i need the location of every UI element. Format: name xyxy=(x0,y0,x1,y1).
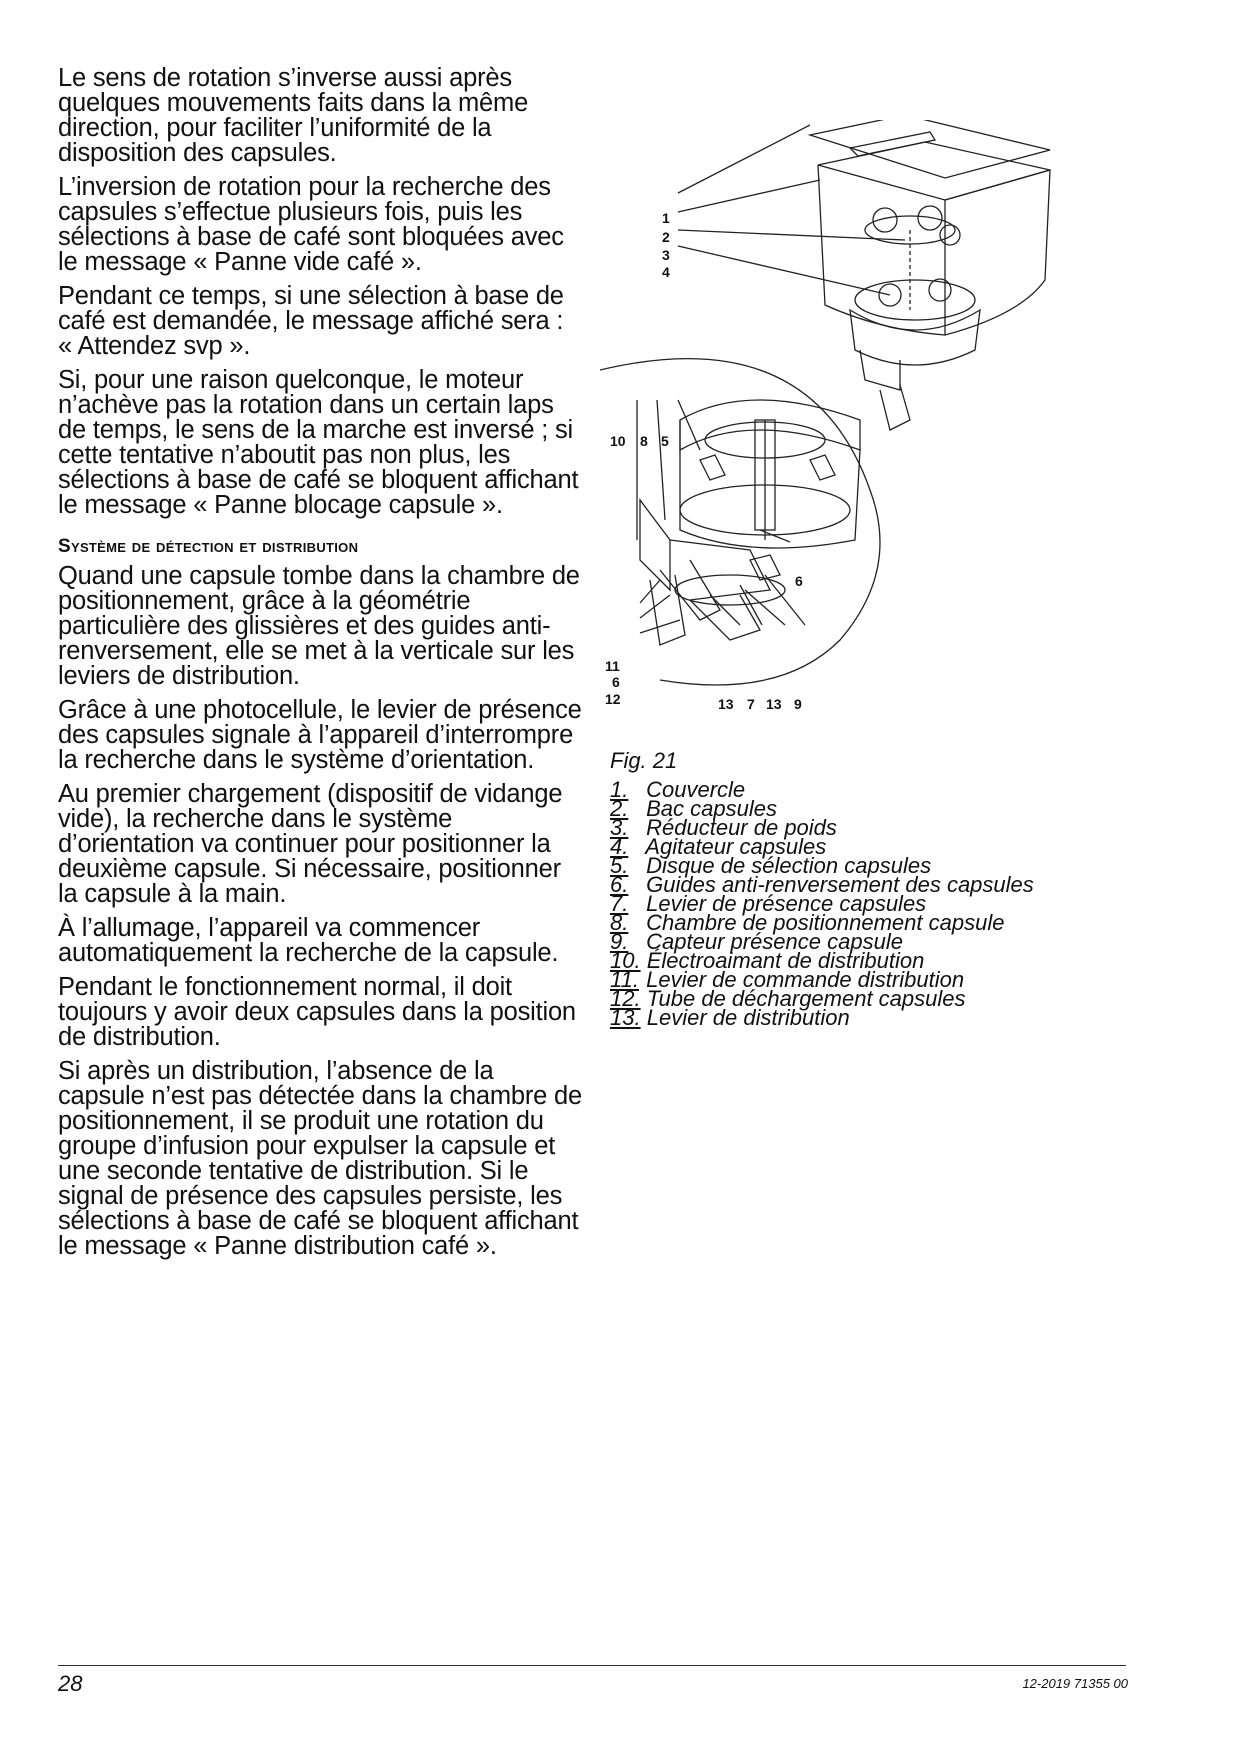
legend-number: 2. xyxy=(610,796,629,821)
section-heading: Système de détection et distribution xyxy=(58,536,359,557)
legend-number: 4. xyxy=(610,834,629,859)
legend-number: 11. xyxy=(610,967,639,992)
exploded-diagram xyxy=(600,120,1120,730)
legend-number: 13. xyxy=(610,1005,641,1030)
paragraph: Si, pour une raison quelconque, le moteur n’achève pas la rotation dans un certain laps de temps, le sens de la marche est inversé ; si cette tentative n’aboutit pas non plus, les sélections à base de café se bloquent affichant le message « Panne blocage capsule ». xyxy=(58,366,579,519)
footer-divider xyxy=(58,1665,1126,1666)
callout-label: 10 xyxy=(610,433,626,449)
legend-label: Tube de déchargement capsules xyxy=(646,986,966,1011)
callout-label: 13 xyxy=(718,696,734,712)
callout-label: 12 xyxy=(605,691,621,707)
paragraph: Au premier chargement (dispositif de vidange vide), la recherche dans le système d’orientation va continuer pour positionner la deuxième capsule. Si nécessaire, positionner la capsule à la main. xyxy=(58,780,563,908)
paragraph: À l’allumage, l’appareil va commencer automatiquement la recherche de la capsule. xyxy=(58,914,559,967)
legend-number: 10. xyxy=(610,948,641,973)
legend-number: 9. xyxy=(610,929,629,954)
paragraph: Pendant le fonctionnement normal, il doit toujours y avoir deux capsules dans la position de distribution. xyxy=(58,973,576,1051)
legend-label: Agitateur capsules xyxy=(645,834,827,859)
paragraph: L’inversion de rotation pour la recherche des capsules s’effectue plusieurs fois, puis les sélections à base de café sont bloquées avec le message « Panne vide café ». xyxy=(58,173,564,276)
legend-number: 12. xyxy=(610,986,641,1011)
callout-label: 2 xyxy=(662,229,670,245)
figure-caption: Fig. 21 xyxy=(610,748,678,773)
bin-left-face xyxy=(818,165,945,335)
callout-group-left-bottom xyxy=(605,658,621,707)
legend-label: Levier de présence capsules xyxy=(646,891,927,916)
paragraph: Le sens de rotation s’inverse aussi après quelques mouvements faits dans la même direction, pour faciliter l’uniformité de la disposition des capsules. xyxy=(58,64,529,167)
callout-label: 7 xyxy=(747,696,755,712)
callout-label: 6 xyxy=(612,674,620,690)
legend-label: Chambre de positionnement capsule xyxy=(646,910,1005,935)
figure-legend xyxy=(610,777,1210,1030)
document-code: 12-2019 71355 00 xyxy=(1022,1676,1128,1691)
legend-number: 3. xyxy=(610,815,629,840)
legend-number: 8. xyxy=(610,910,629,935)
legend-label: Électroaimant de distribution xyxy=(646,948,925,973)
paragraph: Quand une capsule tombe dans la chambre de positionnement, grâce à la géométrie particulière des glissières et des guides anti-renversement, elle se met à la verticale sur les leviers de distribution. xyxy=(58,562,580,690)
callout-label: 9 xyxy=(794,696,802,712)
callout-group-left-top xyxy=(610,433,669,449)
legend-label: Guides anti-renversement des capsules xyxy=(646,872,1034,897)
main-text-column xyxy=(58,66,582,1268)
legend-number: 7. xyxy=(610,891,629,916)
callout-label: 1 xyxy=(662,210,670,226)
legend-number: 5. xyxy=(610,853,629,878)
callout-label: 13 xyxy=(766,696,782,712)
legend-label: Réducteur de poids xyxy=(646,815,837,840)
legend-label: Disque de sélection capsules xyxy=(646,853,932,878)
paragraph: Pendant ce temps, si une sélection à base de café est demandée, le message affiché sera : « Attendez svp ». xyxy=(58,282,564,360)
legend-number: 6. xyxy=(610,872,629,897)
legend-number: 1. xyxy=(610,777,629,802)
page-number: 28 xyxy=(58,1671,83,1696)
paragraph: Si après un distribution, l’absence de la capsule n’est pas détectée dans la chambre de positionnement, il se produit une rotation du groupe d’infusion pour expulser la capsule et une seconde tentative de distribution. Si le signal de présence des capsules persiste, les sélections à base de café se bloquent affichant le message « Panne distribution café ». xyxy=(58,1057,583,1260)
callout-label: 6 xyxy=(795,573,803,589)
legend-label: Capteur présence capsule xyxy=(646,929,903,954)
paragraph: Grâce à une photocellule, le levier de présence des capsules signale à l’appareil d’interrompre la recherche dans le système d’orientation. xyxy=(58,696,582,774)
exploded-diagram-figure xyxy=(600,120,1120,730)
callout-label: 3 xyxy=(662,247,670,263)
callout-group-top xyxy=(662,210,670,280)
callout-label: 4 xyxy=(662,264,670,280)
lid-outline xyxy=(810,120,1050,178)
bin-right-face xyxy=(945,170,1050,335)
legend-label: Bac capsules xyxy=(646,796,777,821)
legend-label: Levier de commande distribution xyxy=(646,967,965,992)
callout-label: 11 xyxy=(605,658,620,674)
callout-label: 8 xyxy=(640,433,648,449)
legend-label: Couvercle xyxy=(646,777,746,802)
callout-group-bottom xyxy=(718,696,802,712)
callout-label: 5 xyxy=(661,433,669,449)
legend-label: Levier de distribution xyxy=(646,1005,850,1030)
